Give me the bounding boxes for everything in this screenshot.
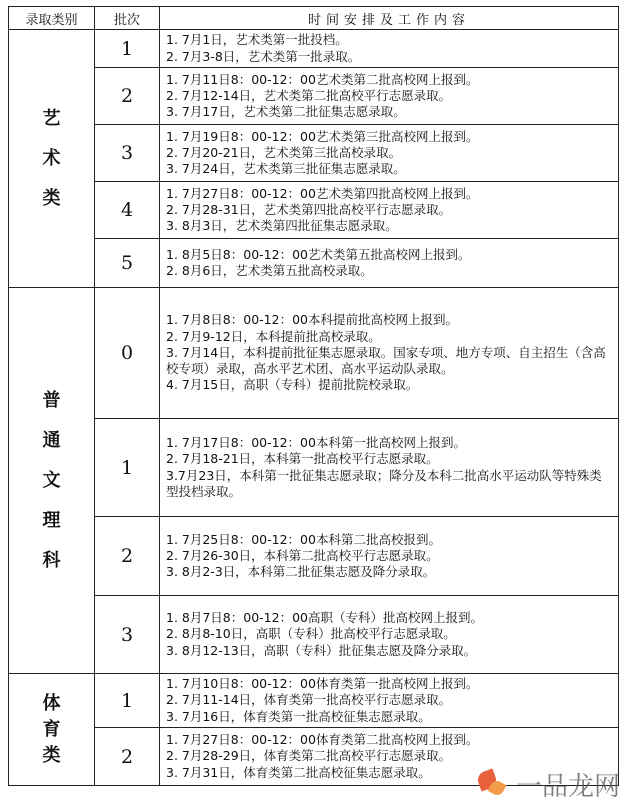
table-row	[9, 239, 619, 288]
schedule-item: 3.7月23日，本科第一批征集志愿录取；降分及本科二批高水平运动队等特殊类型投档录取。	[166, 467, 602, 499]
schedule-item: 1. 7月8日8：00-12：00本科提前批高校网上报到。	[166, 312, 458, 328]
schedule-item: 3. 8月3日，艺术类第四批征集志愿录取。	[166, 218, 398, 234]
table-row	[9, 30, 619, 68]
schedule-item: 1. 7月19日8：00-12：00艺术类第三批高校网上报到。	[166, 128, 479, 144]
table-row	[9, 517, 619, 596]
table-row	[9, 596, 619, 674]
category-general	[9, 288, 95, 674]
batch-number: 3	[95, 596, 160, 674]
schedule-item: 3. 7月14日，本科提前批征集志愿录取。国家专项、地方专项、自主招生（含高校专项）录取，高水平艺术团、高水平运动队录取。	[166, 344, 606, 377]
schedule-item: 3. 7月16日，体育类第一批高校征集志愿录取。	[166, 708, 431, 724]
schedule-item: 2. 8月6日，艺术类第五批高校录取。	[166, 263, 373, 278]
schedule-item: 3. 7月17日，艺术类第二批征集志愿录取。	[166, 104, 406, 120]
batch-number: 2	[95, 517, 160, 596]
batch-number: 0	[95, 288, 160, 419]
table-row	[9, 728, 619, 786]
schedule-details	[160, 419, 619, 517]
batch-number: 1	[95, 674, 160, 728]
schedule-item: 1. 7月27日8：00-12：00体育类第二批高校网上报到。	[166, 732, 479, 748]
table-row	[9, 419, 619, 517]
schedule-details	[160, 728, 619, 786]
schedule-item: 2. 7月18-21日，本科第一批高校平行志愿录取。	[166, 451, 439, 467]
schedule-item: 2. 7月26-30日，本科第二批高校平行志愿录取。	[166, 547, 439, 563]
category-label: 体育类	[42, 692, 61, 766]
header-batch: 批次	[95, 7, 160, 30]
table-row	[9, 182, 619, 239]
batch-number: 2	[95, 68, 160, 125]
category-art	[9, 30, 95, 288]
schedule-details	[160, 288, 619, 419]
schedule-item: 1. 7月10日8：00-12：00体育类第一批高校网上报到。	[166, 676, 479, 692]
batch-number: 5	[95, 239, 160, 288]
table-row	[9, 125, 619, 182]
schedule-details	[160, 30, 619, 68]
schedule-item: 1. 7月25日8：00-12：00本科第二批高校报到。	[166, 531, 441, 547]
schedule-item: 4. 7月15日，高职（专科）提前批院校录取。	[166, 377, 419, 393]
category-sports	[9, 674, 95, 786]
schedule-item: 2. 7月28-29日，体育类第二批高校平行志愿录取。	[166, 748, 452, 764]
schedule-item: 2. 7月9-12日，本科提前批高校录取。	[166, 328, 381, 344]
schedule-body	[9, 30, 619, 786]
batch-number: 1	[95, 30, 160, 68]
schedule-item: 2. 8月8-10日，高职（专科）批高校平行志愿录取。	[166, 626, 456, 642]
schedule-item: 2. 7月12-14日，艺术类第二批高校平行志愿录取。	[166, 87, 452, 103]
schedule-details	[160, 182, 619, 239]
schedule-item: 2. 7月28-31日，艺术类第四批高校平行志愿录取。	[166, 201, 452, 217]
schedule-item: 3. 7月31日，体育类第二批高校征集志愿录取。	[166, 764, 431, 780]
table-row	[9, 288, 619, 419]
schedule-item: 1. 7月1日，艺术类第一批投档。	[166, 32, 348, 48]
schedule-details	[160, 68, 619, 125]
table-row	[9, 68, 619, 125]
schedule-item: 1. 7月27日8：00-12：00艺术类第四批高校网上报到。	[166, 185, 479, 201]
batch-number: 4	[95, 182, 160, 239]
schedule-item: 3. 8月12-13日，高职（专科）批征集志愿及降分录取。	[166, 642, 477, 658]
schedule-details	[160, 517, 619, 596]
category-label: 普通文理科	[42, 389, 61, 571]
schedule-item: 3. 8月2-3日，本科第二批征集志愿及降分录取。	[166, 564, 436, 580]
schedule-item: 1. 8月5日8：00-12：00艺术类第五批高校网上报到。	[166, 246, 471, 262]
schedule-item: 1. 8月7日8：00-12：00高职（专科）批高校网上报到。	[166, 610, 483, 626]
schedule-item: 2. 7月20-21日，艺术类第三批高校录取。	[166, 144, 402, 160]
category-label: 艺术类	[42, 107, 61, 209]
table-row	[9, 674, 619, 728]
schedule-details	[160, 596, 619, 674]
schedule-item: 3. 7月24日，艺术类第三批征集志愿录取。	[166, 161, 406, 177]
header-category: 录取类别	[9, 7, 95, 30]
watermark-text: 一品龙网	[515, 771, 620, 802]
batch-number: 1	[95, 419, 160, 517]
batch-number: 3	[95, 125, 160, 182]
schedule-details	[160, 239, 619, 288]
admission-schedule-table	[8, 6, 619, 786]
header-row	[9, 7, 619, 30]
schedule-item: 1. 7月17日8：00-12：00本科第一批高校网上报到。	[166, 435, 466, 451]
header-items: 时间安排及工作内容	[160, 7, 619, 30]
batch-number: 2	[95, 728, 160, 786]
schedule-item: 1. 7月11日8：00-12：00艺术类第二批高校网上报到。	[166, 71, 479, 87]
schedule-item: 2. 7月11-14日，体育类第一批高校平行志愿录取。	[166, 692, 452, 708]
schedule-details	[160, 674, 619, 728]
schedule-details	[160, 125, 619, 182]
schedule-item: 2. 7月3-8日，艺术类第一批录取。	[166, 48, 361, 64]
